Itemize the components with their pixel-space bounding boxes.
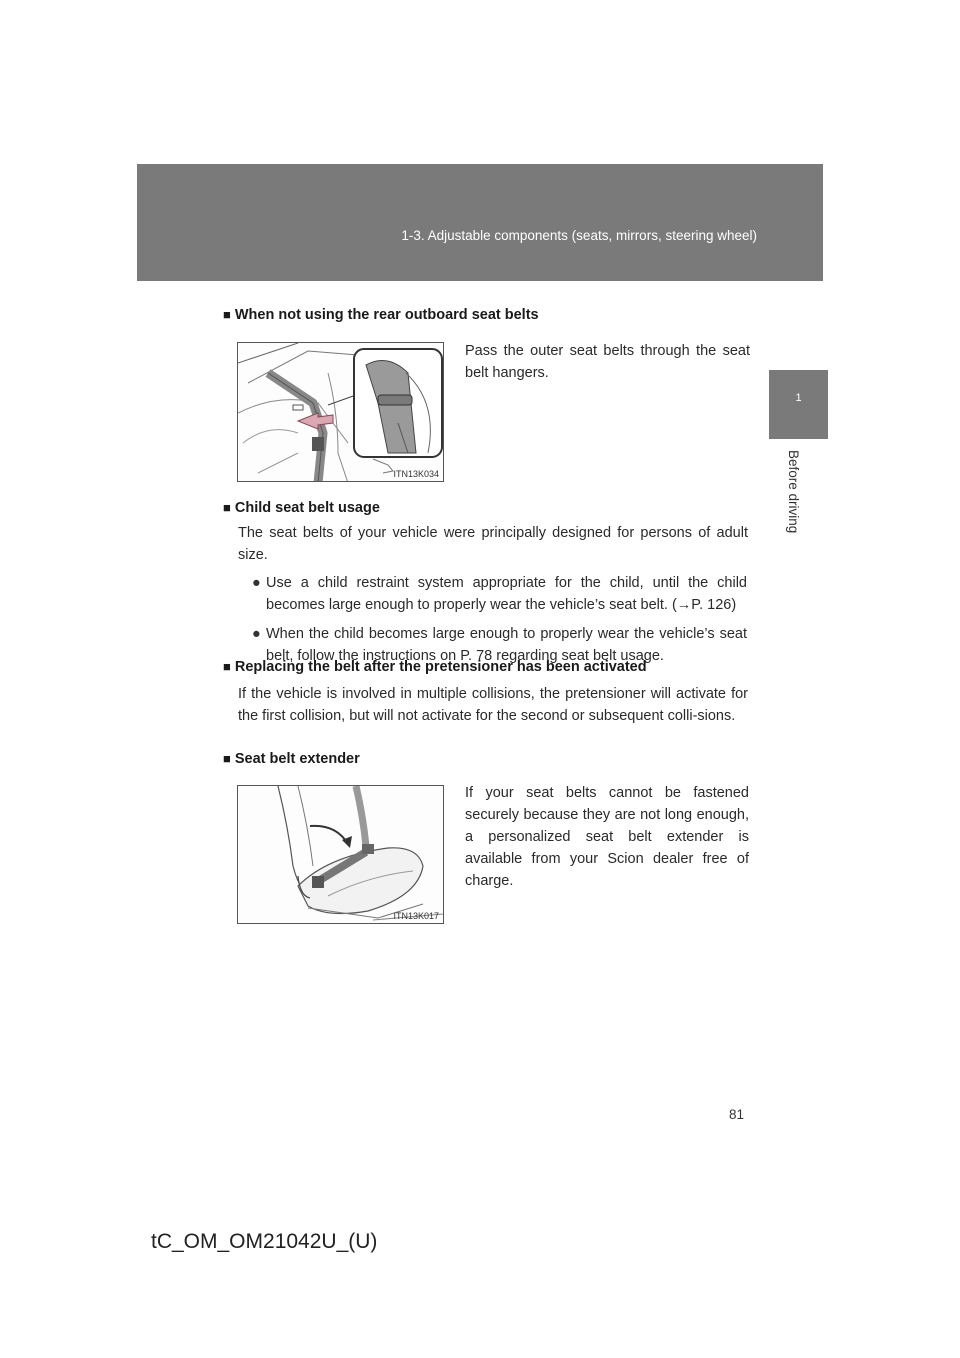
text-extender: If your seat belts cannot be fastened securely because they are not long enough, a personalized seat belt extender is available from your Scion dealer free of charge.	[465, 785, 749, 889]
heading-square-icon: ■	[223, 751, 231, 766]
bullet-icon: ●	[252, 626, 261, 642]
chapter-label: Before driving	[786, 450, 801, 534]
figure-seat-belt-extender	[237, 785, 444, 924]
heading-replacing	[223, 659, 647, 675]
figure-code-extender: ITN13K017	[393, 911, 439, 921]
heading-outboard	[223, 307, 539, 323]
document-code: tC_OM_OM21042U_(U)	[151, 1230, 378, 1253]
heading-replacing-text: Replacing the belt after the pretensioner has been activated	[234, 659, 647, 675]
heading-child-text: Child seat belt usage	[234, 500, 380, 516]
heading-child	[223, 500, 380, 516]
belt-hanger-illustration	[238, 343, 444, 482]
header-band	[137, 164, 823, 281]
bullet-icon: ●	[252, 575, 261, 591]
figure-code-outboard: ITN13K034	[393, 469, 439, 479]
chapter-label-container	[786, 450, 806, 590]
heading-square-icon: ■	[223, 500, 231, 515]
section-title: 1-3. Adjustable components (seats, mirrors, steering wheel)	[401, 228, 757, 243]
heading-square-icon: ■	[223, 307, 231, 322]
figure-outboard-belt-hanger	[237, 342, 444, 482]
heading-extender	[223, 751, 360, 767]
heading-extender-text: Seat belt extender	[234, 751, 360, 767]
page-number: 81	[729, 1107, 745, 1122]
text-child: The seat belts of your vehicle were principally designed for persons of adult size.	[238, 525, 748, 563]
text-outboard: Pass the outer seat belts through the seat belt hangers.	[465, 343, 750, 381]
text-replacing: If the vehicle is involved in multiple collisions, the pretensioner will activate for the first collision, but will not activate for the second or subsequent colli-sions.	[238, 686, 748, 724]
heading-square-icon: ■	[223, 659, 231, 674]
seat-extender-illustration	[238, 786, 444, 924]
bullet-text-1: Use a child restraint system appropriate for the child, until the child becomes large enough to properly wear the vehicle’s seat belt. (→P. 126)	[266, 575, 747, 613]
chapter-number: 1	[795, 392, 802, 404]
bullet-item-1	[252, 572, 747, 616]
chapter-tab	[769, 370, 828, 439]
bullet-text-2: When the child becomes large enough to properly wear the vehicle’s seat belt, follow the instructions on P. 78 regarding seat belt usage.	[266, 626, 747, 664]
heading-outboard-text: When not using the rear outboard seat belts	[234, 307, 539, 323]
